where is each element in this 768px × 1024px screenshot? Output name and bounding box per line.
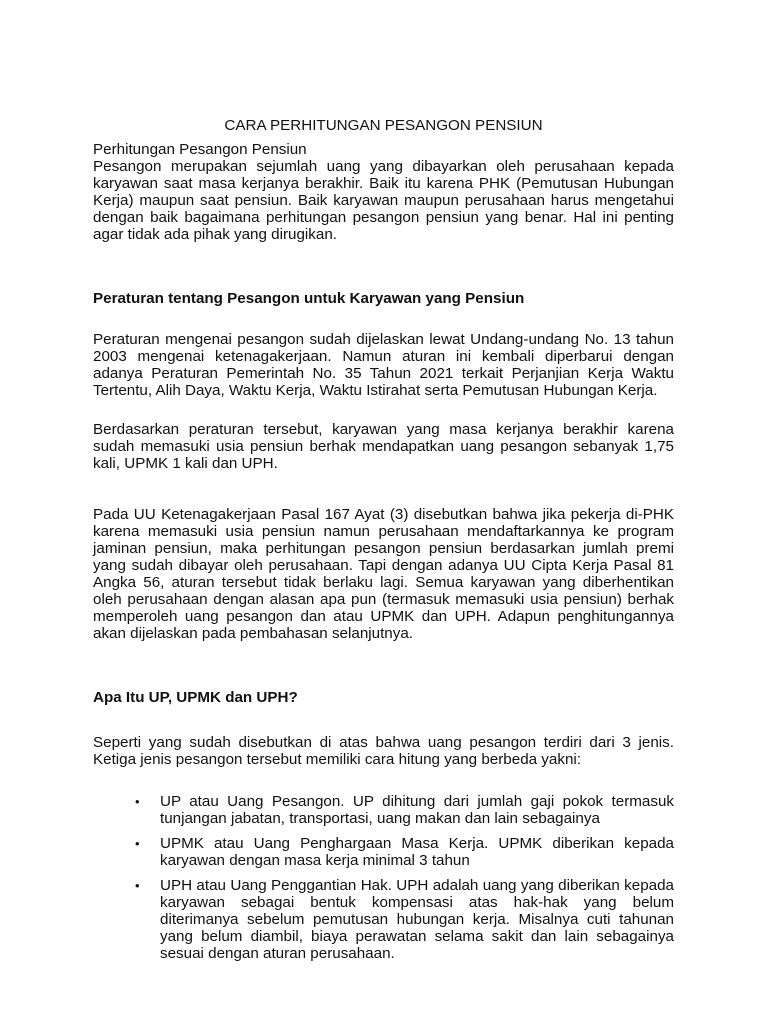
- spacer: [93, 307, 674, 331]
- spacer: [93, 399, 674, 421]
- section-heading-up-upmk-uph: Apa Itu UP, UPMK dan UPH?: [93, 689, 298, 706]
- spacer: [93, 642, 674, 689]
- pesangon-types-list: [93, 793, 674, 962]
- bullet-icon: •: [135, 794, 140, 809]
- bullet-icon: •: [135, 836, 140, 851]
- list-item: [93, 835, 674, 869]
- paragraph-peraturan-3: Pada UU Ketenagakerjaan Pasal 167 Ayat (3) disebutkan bahwa jika pekerja di-PHK karena memasuki usia pensiun namun perusahaan mendaftarkannya ke program jaminan pensiun, maka perhitungan pesangon pensiun berdasarkan jumlah premi yang sudah dibayar oleh perusahaan. Tapi dengan adanya UU Cipta Kerja Pasal 81 Angka 56, aturan tersebut tidak berlaku lagi. Semua karyawan yang diberhentikan oleh perusahaan dengan alasan apa pun (termasuk memasuki usia pensiun) berhak memperoleh uang pesangon dan atau UPMK dan UPH. Adapun penghitungannya akan dijelaskan pada pembahasan selanjutnya.: [93, 506, 674, 642]
- list-item: [93, 877, 674, 962]
- list-item-text: UPH atau Uang Penggantian Hak. UPH adalah uang yang diberikan kepada karyawan sebagai bentuk kompensasi atas hak-hak yang belum diterimanya sebelum pemutusan hubungan kerja. Misalnya cuti tahunan yang belum diambil, biaya perawatan selama sakit dan lain sebagainya sesuai dengan aturan perusahaan.: [160, 877, 674, 962]
- paragraph-peraturan-2: Berdasarkan peraturan tersebut, karyawan yang masa kerjanya berakhir karena sudah memasuki usia pensiun berhak mendapatkan uang pesangon sebanyak 1,75 kali, UPMK 1 kali dan UPH.: [93, 421, 674, 472]
- document-body: [93, 117, 674, 970]
- paragraph-jenis-pesangon: Seperti yang sudah disebutkan di atas bahwa uang pesangon terdiri dari 3 jenis. Ketiga jenis pesangon tersebut memiliki cara hitung yang berbeda yakni:: [93, 734, 674, 768]
- intro-heading: Perhitungan Pesangon Pensiun: [93, 141, 307, 158]
- bullet-icon: •: [135, 878, 140, 893]
- document-title: CARA PERHITUNGAN PESANGON PENSIUN: [224, 117, 543, 134]
- section-heading-peraturan: Peraturan tentang Pesangon untuk Karyawan yang Pensiun: [93, 290, 525, 307]
- spacer: [93, 472, 674, 506]
- list-item-text: UP atau Uang Pesangon. UP dihitung dari jumlah gaji pokok termasuk tunjangan jabatan, transportasi, uang makan dan lain sebagainya: [160, 793, 674, 827]
- spacer: [93, 706, 674, 734]
- spacer: [93, 243, 674, 290]
- paragraph-peraturan-1: Peraturan mengenai pesangon sudah dijelaskan lewat Undang-undang No. 13 tahun 2003 mengenai ketenagakerjaan. Namun aturan ini kembali diperbarui dengan adanya Peraturan Pemerintah No. 35 Tahun 2021 terkait Perjanjian Kerja Waktu Tertentu, Alih Daya, Waktu Kerja, Waktu Istirahat serta Pemutusan Hubungan Kerja.: [93, 331, 674, 399]
- intro-paragraph: Pesangon merupakan sejumlah uang yang dibayarkan oleh perusahaan kepada karyawan saat masa kerjanya berakhir. Baik itu karena PHK (Pemutusan Hubungan Kerja) maupun saat pensiun. Baik karyawan maupun perusahaan harus mengetahui dengan baik bagaimana perhitungan pesangon pensiun yang benar. Hal ini penting agar tidak ada pihak yang dirugikan.: [93, 158, 674, 243]
- list-item-text: UPMK atau Uang Penghargaan Masa Kerja. UPMK diberikan kepada karyawan dengan masa kerja minimal 3 tahun: [160, 835, 674, 869]
- list-item: [93, 793, 674, 827]
